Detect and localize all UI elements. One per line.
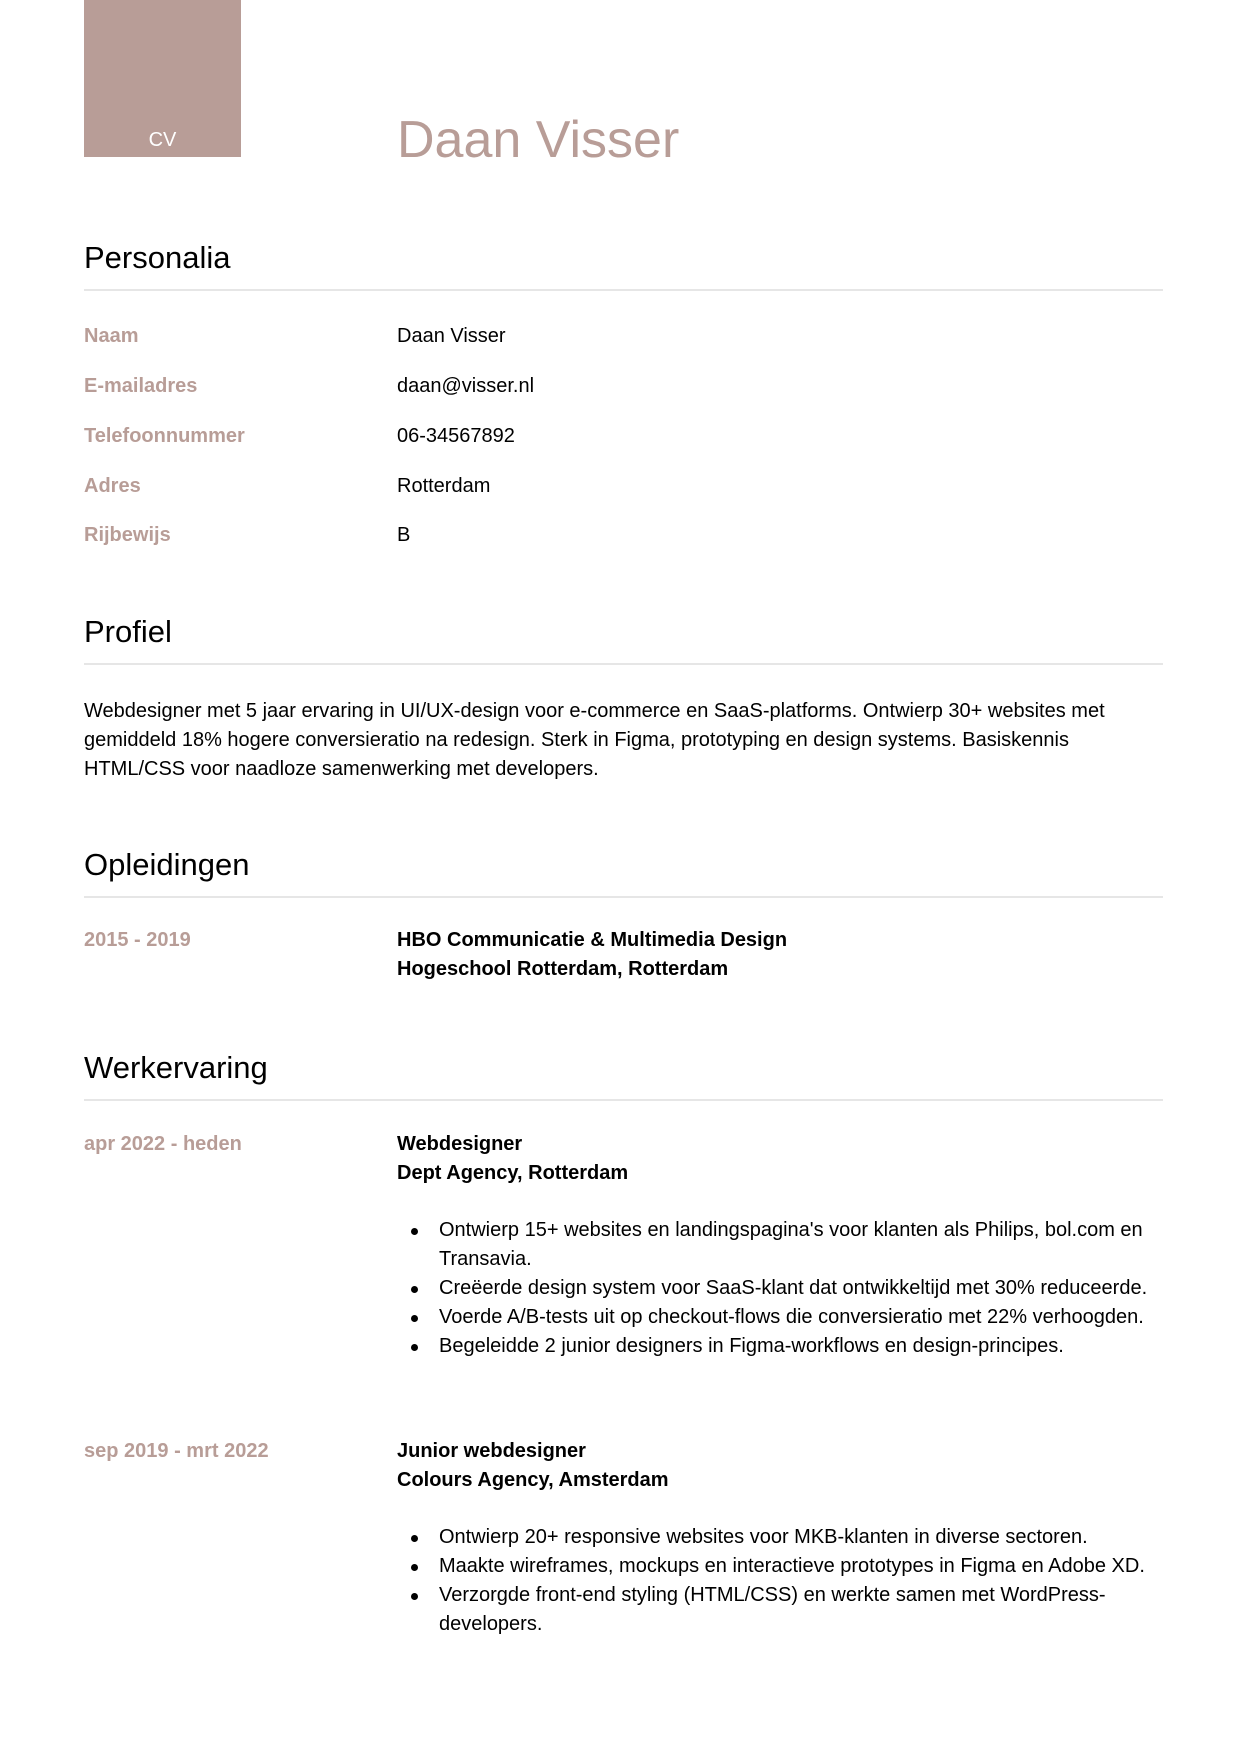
section-divider: [84, 663, 1163, 665]
education-institution: Hogeschool Rotterdam, Rotterdam: [397, 958, 729, 980]
job-entry: [397, 1130, 1163, 1361]
list-item: Voerde A/B-tests uit op checkout-flows die conversieratio met 22% verhoogden.: [439, 1303, 1163, 1332]
personalia-label: Adres: [84, 475, 141, 497]
profile-summary: Webdesigner met 5 jaar ervaring in UI/UX-design voor e-commerce en SaaS-platforms. Ontwierp 30+ websites met gemiddeld 18% hogere conversieratio na redesign. Sterk in Figma, prototyping en design systems. Basiskennis HTML/CSS voor naadloze samenwerking met developers.: [84, 700, 1105, 780]
section-divider: [84, 896, 1163, 898]
job-title: Junior webdesigner: [397, 1440, 586, 1462]
job-achievements: [397, 1523, 1163, 1639]
job-period: apr 2022 - heden: [84, 1133, 242, 1155]
personalia-row-adres: [84, 472, 1163, 502]
education-title: HBO Communicatie & Multimedia Design: [397, 929, 788, 951]
personalia-label: Rijbewijs: [84, 524, 171, 546]
education-period: 2015 - 2019: [84, 929, 191, 951]
personalia-row-rijbewijs: [84, 521, 1163, 551]
personalia-label: Naam: [84, 325, 139, 347]
personalia-label: E-mailadres: [84, 375, 198, 397]
personalia-value: Daan Visser: [397, 325, 506, 347]
list-item: Verzorgde front-end styling (HTML/CSS) en werkte samen met WordPress-developers.: [439, 1581, 1163, 1639]
personalia-row-email: [84, 372, 1163, 402]
job-employer: Colours Agency, Amsterdam: [397, 1469, 669, 1491]
personalia-value: B: [397, 524, 411, 546]
cv-badge-label: CV: [148, 129, 177, 151]
personalia-row-telefoon: [84, 422, 1163, 452]
section-heading-profiel: Profiel: [84, 614, 172, 649]
list-item: Begeleidde 2 junior designers in Figma-workflows en design-principes.: [439, 1332, 1163, 1361]
job-entry: [397, 1437, 1163, 1639]
list-item: Ontwierp 20+ responsive websites voor MKB-klanten in diverse sectoren.: [439, 1523, 1163, 1552]
personalia-value: Rotterdam: [397, 475, 491, 497]
cv-badge: [84, 0, 241, 157]
section-heading-personalia: Personalia: [84, 240, 231, 275]
job-period: sep 2019 - mrt 2022: [84, 1440, 269, 1462]
education-entry: [397, 926, 1163, 984]
personalia-value: 06-34567892: [397, 425, 515, 447]
job-achievements: [397, 1216, 1163, 1361]
personalia-row-naam: [84, 322, 1163, 352]
list-item: Ontwierp 15+ websites en landingspagina's voor klanten als Philips, bol.com en Transavia.: [439, 1216, 1163, 1274]
personalia-label: Telefoonnummer: [84, 425, 245, 447]
job-title: Webdesigner: [397, 1133, 523, 1155]
section-heading-opleidingen: Opleidingen: [84, 847, 250, 882]
list-item: Creëerde design system voor SaaS-klant dat ontwikkeltijd met 30% reduceerde.: [439, 1274, 1163, 1303]
section-heading-werkervaring: Werkervaring: [84, 1050, 268, 1085]
job-employer: Dept Agency, Rotterdam: [397, 1162, 629, 1184]
section-divider: [84, 289, 1163, 291]
section-divider: [84, 1099, 1163, 1101]
personalia-value: daan@visser.nl: [397, 375, 535, 397]
candidate-name: Daan Visser: [397, 111, 680, 169]
list-item: Maakte wireframes, mockups en interactieve prototypes in Figma en Adobe XD.: [439, 1552, 1163, 1581]
